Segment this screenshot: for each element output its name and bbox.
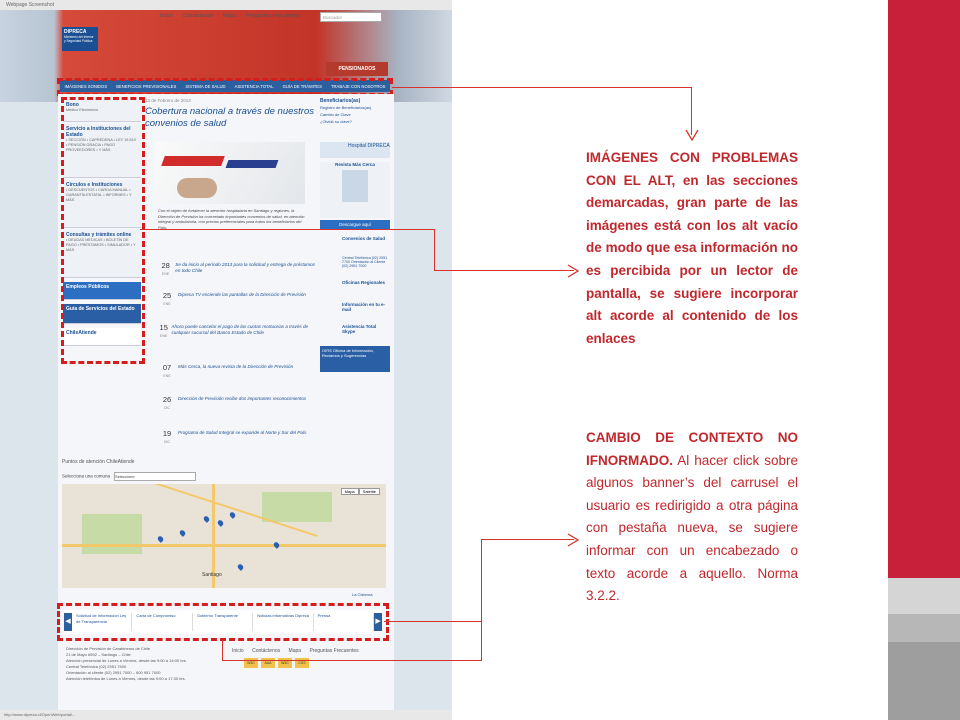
connector-line <box>222 660 482 661</box>
informacion-banner[interactable]: Información en tu e-mail <box>342 302 386 312</box>
block-bono-title: Bono <box>66 102 79 108</box>
browser-status-bar: http://www.dipreca.cl/OpenWeb/portal/... <box>0 710 452 720</box>
comuna-select[interactable]: Seleccione <box>114 472 196 481</box>
banner-carousel <box>64 610 382 634</box>
map-road <box>62 544 386 547</box>
carousel-item-transparencia[interactable]: Solicitud de Información Ley de Transparencia <box>72 613 132 631</box>
carousel-item-noticias[interactable]: Noticias informativas Dipreca <box>253 613 313 631</box>
map-pin[interactable] <box>229 511 237 519</box>
revista-cover <box>342 170 368 202</box>
map-pin[interactable] <box>203 515 211 523</box>
article-headline[interactable]: Cobertura nacional a través de nuestros convenios de salud <box>145 106 314 129</box>
block-consultas-sub: • DEUDAS MÉDICAS • BOLETÍN DE PAGO • PRÉSTAMOS • SIMULADOR • Y MÁS <box>66 238 136 252</box>
footer-nav-contactenos[interactable]: Contáctenos <box>252 648 281 654</box>
oirs-banner[interactable]: OIRS Oficina de Información, Reclamos y Sugerencias <box>320 346 390 372</box>
connector-line <box>140 229 434 230</box>
news-day: 07 <box>162 363 172 372</box>
menu-item-5[interactable]: GUÍA DE TRÁMITES <box>282 83 322 89</box>
w3c-badge[interactable]: W3C <box>244 658 258 668</box>
skype-banner[interactable]: Asistencia Total Skype <box>342 324 377 334</box>
connector-line <box>222 640 223 661</box>
block-servicio-sub: • SECCIÓN • CAPREDENA • LEY 19.519 • PENSIÓN GRACIA • PAGO PROVEEDORES • Y MÁS <box>66 138 136 152</box>
side-bar-gray-3 <box>888 642 960 720</box>
top-nav-faq[interactable]: Preguntas Frecuentes <box>246 13 301 19</box>
arrowhead-right-icon <box>566 532 580 548</box>
revista-title: Revista Más Cerca <box>335 162 375 167</box>
note-context-change-title: CAMBIO DE CONTEXTO NO IFNORMADO. <box>586 430 798 468</box>
footer-address <box>66 646 226 682</box>
chile-map-shape <box>161 156 225 166</box>
map-type-toggle <box>341 488 380 495</box>
news-date <box>158 292 176 308</box>
connector-line <box>481 539 482 661</box>
arrowhead-down-icon <box>684 128 700 142</box>
news-day: 19 <box>162 429 172 438</box>
block-guia[interactable]: Guía de Servicios del Estado <box>63 304 141 324</box>
dipreca-logo[interactable] <box>62 27 98 51</box>
hospital-banner[interactable]: Hospital DIPRECA <box>320 142 390 158</box>
block-empleos[interactable]: Empleos Públicos <box>63 282 141 300</box>
carousel-item-carta[interactable]: Carta de Compromiso <box>132 613 192 631</box>
news-item[interactable] <box>158 324 318 340</box>
carousel-prev-arrow[interactable]: ◀ <box>64 613 72 631</box>
connector-line <box>481 539 574 540</box>
news-month: ENE <box>160 334 168 338</box>
note-alt-images: IMÁGENES CON PROBLEMAS CON EL ALT, en las secciones demarcadas, gran parte de las imágenes está con los alt vacío de modo que esa información no es percibida por un lector de pantalla, se sugiere incorporar alt acorde al contenido de los enlaces <box>586 150 798 346</box>
website-screenshot <box>0 0 452 720</box>
carousel-item-gobierno[interactable]: Gobierno Transparente <box>193 613 253 631</box>
note-context-change <box>586 427 798 608</box>
news-item[interactable] <box>158 292 318 308</box>
news-date <box>158 396 176 412</box>
comuna-select-label: Selecciona una comuna <box>62 473 111 479</box>
news-item[interactable] <box>158 396 318 412</box>
convenios-banner[interactable]: Convenios de Salud <box>342 236 386 241</box>
carousel-highlight-box <box>57 603 389 641</box>
footer-address-line: Central Telefónica (02) 2951 7500 <box>66 664 127 669</box>
comuna-select-row <box>62 472 196 481</box>
news-item[interactable] <box>158 364 318 380</box>
block-circulos-title: Círculos e Instituciones <box>66 182 123 188</box>
connector-line <box>392 87 692 88</box>
news-date <box>158 262 173 278</box>
descargue-button[interactable]: Descargue aquí <box>320 220 390 230</box>
news-day: 26 <box>162 395 172 404</box>
map-park <box>262 492 332 522</box>
aaa-badge[interactable]: AAA <box>261 658 275 668</box>
news-item[interactable] <box>158 262 318 278</box>
footer-nav-faq[interactable]: Preguntas Frecuentes <box>309 648 359 654</box>
news-text: Más Cerca, la nueva revista de la Dirección de Previsión <box>178 364 294 369</box>
block-servicio-title: Servicio a Instituciones del Estado <box>66 126 131 138</box>
map-type-satelite[interactable]: Satélite <box>359 488 380 495</box>
search-input[interactable]: Buscador <box>320 12 382 22</box>
link-cambio-clave[interactable]: Cambio de Clave <box>320 112 351 117</box>
connector-line <box>434 270 574 271</box>
block-chileatiende[interactable]: ChileAtiende <box>63 328 141 346</box>
footer-address-line: Orientación al cliente (02) 2951 7000 – 600 951 7000 <box>66 670 161 675</box>
oficinas-banner[interactable]: Oficinas Regionales <box>342 280 386 285</box>
footer-address-line: Dirección de Previsión de Carabineros de Chile <box>66 646 151 651</box>
article-body: Con el objeto de fortalecer la atención hospitalaria en Santiago y regiones, la Dirección de Previsión ha concretado importantes convenios de salud, en atención integral y ambulatoria, con precios preferenciales para todos los beneficiarios del País. <box>158 208 305 230</box>
news-date <box>158 364 176 380</box>
block-bono-sub: Médico Electrónico <box>66 108 99 112</box>
top-nav-contactenos[interactable]: Contáctenos <box>182 13 214 19</box>
map-pin[interactable] <box>157 535 165 543</box>
logo-name: DIPRECA <box>64 29 87 35</box>
news-text: Dirección de Previsión recibe dos importantes reconocimientos <box>178 396 307 401</box>
css-badge[interactable]: CSS <box>295 658 309 668</box>
map-pin[interactable] <box>237 563 245 571</box>
news-date <box>158 324 169 340</box>
news-month: ENE <box>162 272 170 276</box>
map-pin[interactable] <box>217 519 225 527</box>
block-consultas-title: Consultas y trámites online <box>66 232 132 238</box>
side-bar-gray-2 <box>888 614 960 642</box>
handshake-image <box>177 178 217 198</box>
map-widget[interactable] <box>62 484 386 588</box>
block-circulos-sub: • DESCUENTOS • CARGA MANUAL • GARANTÍA ESTATAL • INFORMES • Y MÁS <box>66 188 132 202</box>
beneficiarios-title: Beneficiarios(as) <box>320 98 361 104</box>
footer-nav-inicio[interactable]: Inicio <box>232 648 244 654</box>
news-month: ENE <box>163 302 171 306</box>
news-month: DIC <box>163 406 171 410</box>
top-nav <box>160 13 308 19</box>
article-date: 13 de Febrero de 2013 <box>145 98 191 103</box>
left-sidebar-highlight-box <box>61 97 145 364</box>
footer-address-line: Atención presencial de Lunes a Viernes, desde las 9:00 a 14:00 hrs. <box>66 658 187 663</box>
map-footer-link[interactable]: La Cisterna <box>352 592 373 597</box>
news-text: Dipreca TV enciende las pantallas de la Dirección de Previsión <box>178 292 306 297</box>
note-context-change-body: Al hacer click sobre algunos banner’s del carrusel el usuario es redirigido a otra página con pestaña nueva, se sugiere informar con un encabezado o texto acorde a aquello. Norma 3.2.2. <box>586 452 798 604</box>
link-olvido-clave[interactable]: ¿Olvidó su clave? <box>320 119 352 124</box>
news-month: DIC <box>163 440 171 444</box>
map-pin[interactable] <box>179 529 187 537</box>
menu-item-2[interactable]: BENEFICIOS PREVISIONALES <box>116 83 177 89</box>
menu-item-1[interactable]: IMÁGENES SONIDOS <box>64 83 108 89</box>
main-article <box>145 98 315 130</box>
article-hero-image[interactable] <box>155 142 305 204</box>
footer-address-line: Atención telefónica de Lunes a Viernes, desde las 9:00 a 17:30 hrs. <box>66 676 186 681</box>
news-text: Programa de Salud Integral se expande al Norte y Sur del País <box>178 430 307 435</box>
footer-nav-mapa[interactable]: Mapa <box>288 648 302 654</box>
news-day: 28 <box>161 261 170 270</box>
top-nav-mapa[interactable]: Mapa <box>222 13 237 19</box>
map-type-mapa[interactable]: Mapa <box>341 488 359 495</box>
carousel-next-arrow[interactable]: ▶ <box>374 613 382 631</box>
news-month: ENE <box>163 374 171 378</box>
news-date <box>158 430 176 446</box>
news-day: 15 <box>159 323 168 332</box>
browser-title-bar: Webpage Screenshot <box>0 0 452 10</box>
connector-line <box>434 229 435 271</box>
map-title: Puntos de atención ChileAtiende <box>62 459 135 465</box>
map-city-label: Santiago <box>202 572 222 578</box>
footer-nav <box>232 648 366 654</box>
news-day: 25 <box>162 291 172 300</box>
w3c-badge[interactable]: W3C <box>278 658 292 668</box>
footer-address-line: 21 de Mayo #592 – Santiago – Chile <box>66 652 131 657</box>
news-item[interactable] <box>158 430 318 446</box>
news-text: Ahora puede cancelar el pago de las cuotas mortuorias a través de cualquier sucursal del Banco Estado de Chile <box>171 324 309 335</box>
beneficiarios-box <box>320 98 390 138</box>
chile-map-shape-blue <box>226 160 279 168</box>
side-bar-gray-1 <box>888 578 960 614</box>
top-nav-inicio[interactable]: Inicio <box>160 13 173 19</box>
news-text: Se da inicio al período 2013 para la solicitud y entrega de préstamos en todo Chile <box>175 262 315 273</box>
connector-line <box>384 621 482 622</box>
revista-banner[interactable] <box>320 162 390 218</box>
map-park <box>82 514 142 554</box>
map-pin[interactable] <box>273 541 281 549</box>
side-bar-red <box>888 0 960 578</box>
logo-ministry: Ministerio del Interior y Seguridad Pública <box>64 35 94 43</box>
menu-item-6[interactable]: TRABAJE CON NOSOTROS <box>330 83 386 89</box>
arrowhead-right-icon <box>566 263 580 279</box>
link-registro[interactable]: Registro de Beneficiarios(as) <box>320 105 372 110</box>
carousel-item-prensa[interactable]: Prensa <box>314 613 374 631</box>
pensionados-tag[interactable]: PENSIONADOS <box>326 62 388 76</box>
menu-item-3[interactable]: SISTEMA DE SALUD <box>185 83 226 89</box>
central-telefonica-banner[interactable]: Central Telefónica (02) 2951 7700 Orientación al Cliente (02) 2951 7000 <box>342 256 388 268</box>
menu-item-4[interactable]: ASISTENCIA TOTAL <box>234 83 274 89</box>
